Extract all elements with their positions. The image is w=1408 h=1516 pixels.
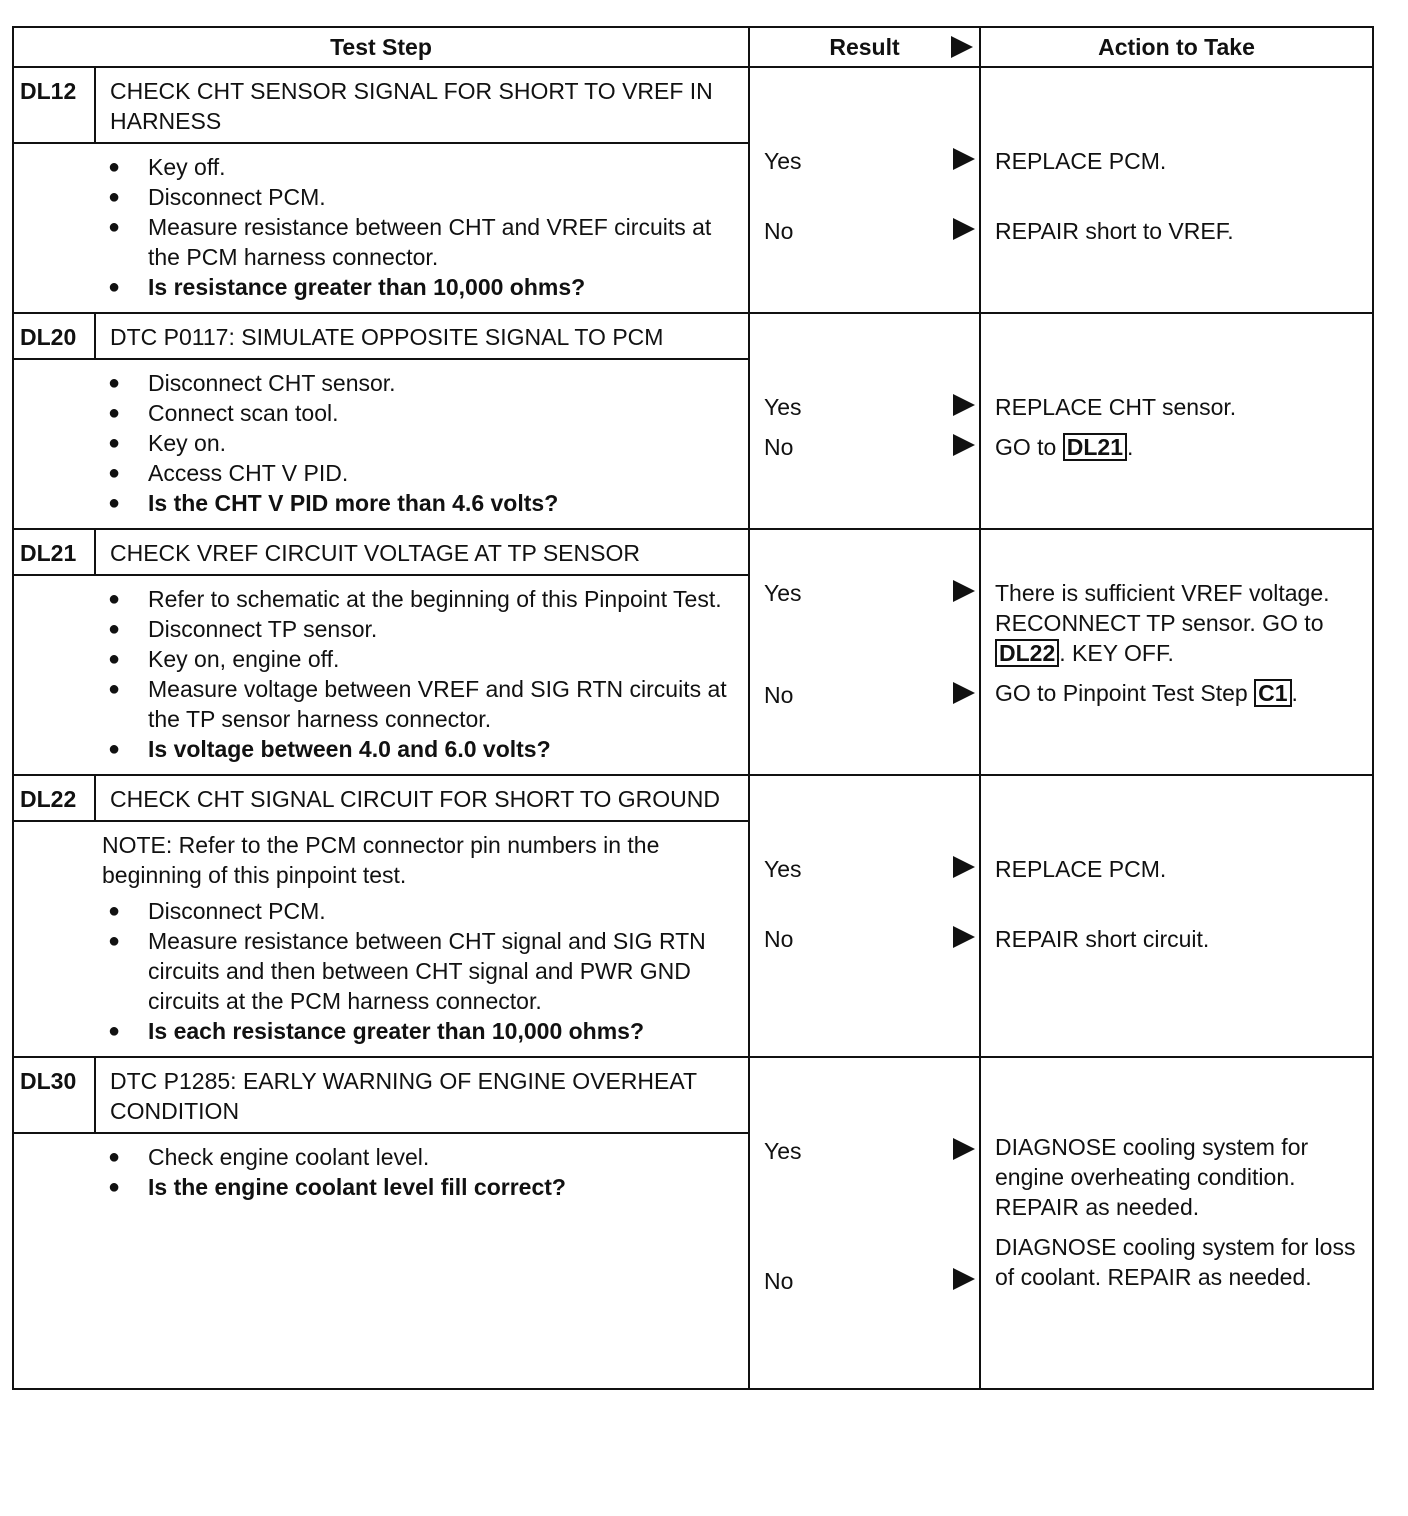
step-title: CHECK VREF CIRCUIT VOLTAGE AT TP SENSOR: [110, 540, 640, 566]
step-note: NOTE: Refer to the PCM connector pin numbers in the beginning of this pinpoint test.: [102, 832, 660, 888]
action-no: REPAIR short circuit.: [995, 926, 1210, 952]
result-yes: Yes: [750, 392, 979, 422]
action-yes: REPLACE PCM.: [995, 856, 1167, 882]
result-no: No: [750, 216, 979, 246]
arrow-icon: [953, 218, 975, 240]
list-item: ● Connect scan tool.: [106, 398, 740, 428]
action-no: GO to DL21 .: [995, 434, 1134, 460]
result-yes: Yes: [750, 854, 979, 884]
list-item: ● Check engine coolant level.: [106, 1142, 740, 1172]
list-item: ● Disconnect TP sensor.: [106, 614, 740, 644]
list-item: ● Measure voltage between VREF and SIG RTN circuits at the TP sensor harness connector.: [106, 674, 740, 734]
step-row-dl21: [14, 529, 1372, 775]
arrow-icon: [953, 856, 975, 878]
step-title: DTC P0117: SIMULATE OPPOSITE SIGNAL TO PCM: [110, 324, 664, 350]
action-yes: REPLACE PCM.: [995, 148, 1167, 174]
arrow-icon: [953, 148, 975, 170]
arrow-icon: [953, 394, 975, 416]
result-no: No: [750, 924, 979, 954]
step-row-dl12: [14, 67, 1372, 313]
header-action: Action to Take: [980, 28, 1372, 67]
list-item: ● Refer to schematic at the beginning of this Pinpoint Test.: [106, 584, 740, 614]
step-id: DL30: [14, 1058, 96, 1132]
result-yes: Yes: [750, 146, 979, 176]
result-no: No: [750, 432, 979, 462]
list-item: ● Key on, engine off.: [106, 644, 740, 674]
step-question: ● Is voltage between 4.0 and 6.0 volts?: [106, 734, 740, 764]
arrow-icon: [953, 1268, 975, 1290]
result-no: No: [750, 680, 979, 710]
arrow-icon: [953, 580, 975, 602]
step-title: CHECK CHT SENSOR SIGNAL FOR SHORT TO VREF IN HARNESS: [110, 78, 713, 134]
step-title: CHECK CHT SIGNAL CIRCUIT FOR SHORT TO GROUND: [110, 786, 721, 812]
step-title: DTC P1285: EARLY WARNING OF ENGINE OVERHEAT CONDITION: [110, 1068, 697, 1124]
table-header: [14, 28, 1372, 67]
step-row-dl22: [14, 775, 1372, 1057]
arrow-icon: [953, 682, 975, 704]
result-yes: Yes: [750, 578, 979, 608]
step-id: DL20: [14, 314, 96, 358]
step-question: ● Is each resistance greater than 10,000 ohms?: [106, 1016, 740, 1046]
action-no: DIAGNOSE cooling system for loss of coolant. REPAIR as needed.: [995, 1234, 1356, 1290]
step-row-dl20: [14, 313, 1372, 529]
step-reference-dl22[interactable]: DL22: [995, 639, 1059, 667]
list-item: ● Disconnect PCM.: [106, 896, 740, 926]
list-item: ● Disconnect PCM.: [106, 182, 740, 212]
step-question: ● Is resistance greater than 10,000 ohms?: [106, 272, 740, 302]
list-item: ● Key off.: [106, 152, 740, 182]
step-row-dl30: [14, 1057, 1372, 1388]
step-question: ● Is the engine coolant level fill correct?: [106, 1172, 740, 1202]
arrow-icon: [953, 926, 975, 948]
list-item: ● Disconnect CHT sensor.: [106, 368, 740, 398]
step-id: DL22: [14, 776, 96, 820]
step-reference-dl21[interactable]: DL21: [1063, 433, 1127, 461]
header-result: Result: [749, 28, 980, 67]
step-id: DL21: [14, 530, 96, 574]
arrow-icon: [951, 36, 973, 58]
step-question: ● Is the CHT V PID more than 4.6 volts?: [106, 488, 740, 518]
list-item: ● Measure resistance between CHT and VREF circuits at the PCM harness connector.: [106, 212, 740, 272]
arrow-icon: [953, 434, 975, 456]
action-yes: REPLACE CHT sensor.: [995, 394, 1237, 420]
arrow-icon: [953, 1138, 975, 1160]
step-id: DL12: [14, 68, 96, 142]
action-yes: There is sufficient VREF voltage. RECONNECT TP sensor. GO to DL22 . KEY OFF.: [995, 580, 1330, 666]
header-test-step: Test Step: [14, 28, 749, 67]
action-no: GO to Pinpoint Test Step C1 .: [995, 680, 1298, 706]
action-no: REPAIR short to VREF.: [995, 218, 1234, 244]
list-item: ● Key on.: [106, 428, 740, 458]
result-no: No: [750, 1266, 979, 1296]
action-yes: DIAGNOSE cooling system for engine overheating condition. REPAIR as needed.: [995, 1134, 1309, 1220]
list-item: ● Access CHT V PID.: [106, 458, 740, 488]
test-step-table: [12, 26, 1374, 1390]
result-yes: Yes: [750, 1136, 979, 1166]
list-item: ● Measure resistance between CHT signal and SIG RTN circuits and then between CHT signal and PWR GND circuits at the PCM harness connector.: [106, 926, 740, 1016]
step-reference-c1[interactable]: C1: [1254, 679, 1291, 707]
